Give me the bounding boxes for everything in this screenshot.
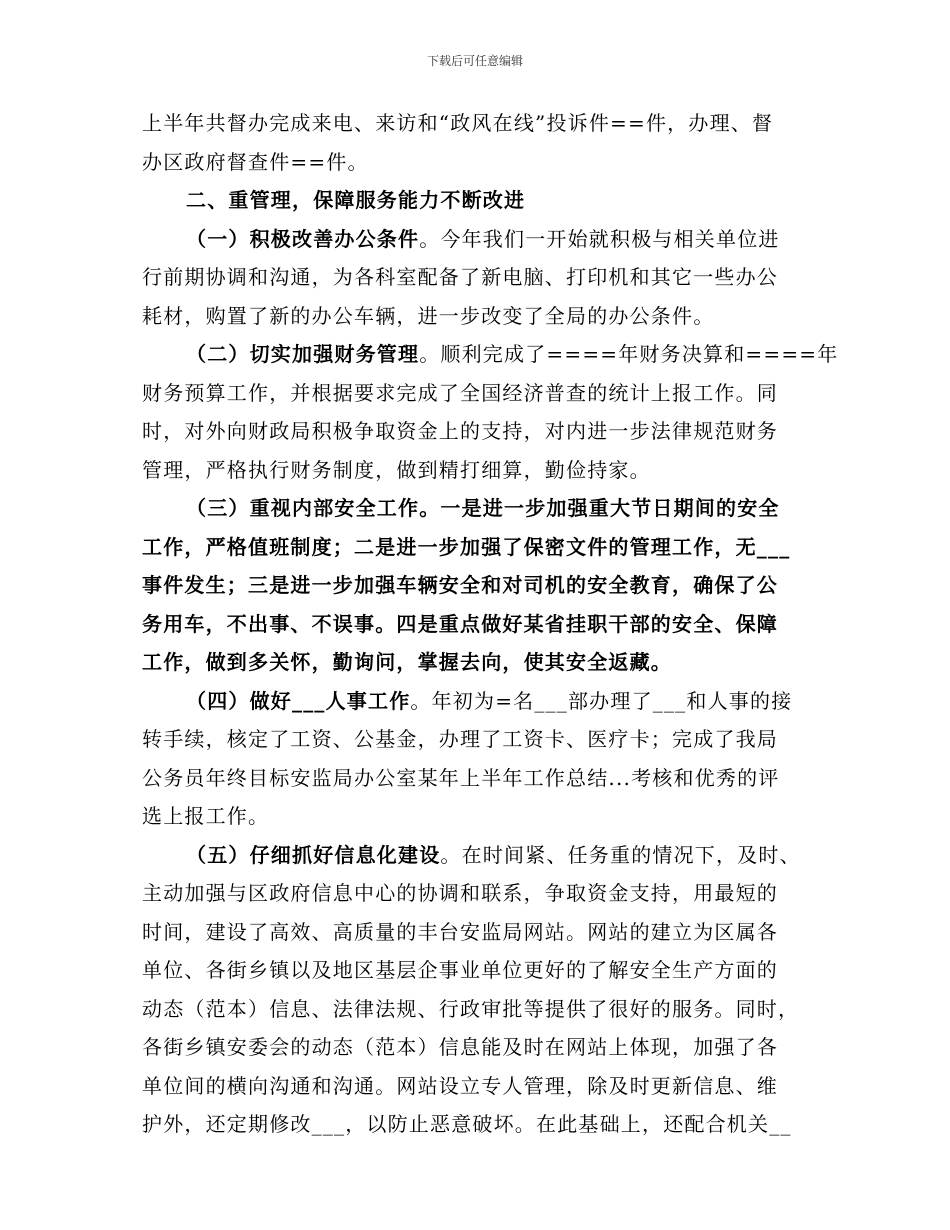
text-run: 。在时间紧、任务重的情况下，及时、	[440, 842, 801, 867]
text-line	[142, 913, 814, 952]
text-line	[142, 1105, 814, 1144]
text-line	[142, 104, 814, 143]
text-line	[142, 143, 814, 182]
text-line	[142, 605, 814, 644]
text-line	[142, 643, 814, 682]
text-run: 各街乡镇安委会的动态（范本）信息能及时在网站上体现，加强了各	[142, 1035, 778, 1059]
bold-text-run: 工作，做到多关怀，勤询问，掌握去向，使其安全返藏。	[142, 650, 672, 674]
text-line	[142, 335, 839, 374]
bold-text-run: （五）仔细抓好信息化建设	[186, 842, 441, 867]
text-line	[142, 682, 814, 721]
text-run: 单位间的横向沟通和沟通。网站设立专人管理，除及时更新信息、维	[142, 1073, 778, 1098]
text-run: 单位、各街乡镇以及地区基层企事业单位更好的了解安全生产方面的	[142, 958, 778, 982]
text-run: 财务预算工作，并根据要求完成了全国经济普查的统计上报工作。同	[142, 380, 778, 405]
text-run: 动态（范本）信息、法律法规、行政审批等提供了很好的服务。同时，	[142, 996, 800, 1021]
bold-text-run: （一）积极改善办公条件	[186, 226, 420, 251]
text-line	[142, 797, 814, 836]
text-run: 护外，还定期修改___，以防止恶意破坏。在此基础上，还配合机关__	[142, 1112, 792, 1136]
text-run: 。顺利完成了====年财务决算和====年	[419, 342, 839, 366]
bold-text-run: （二）切实加强财务管理	[186, 342, 420, 366]
text-line	[142, 720, 814, 759]
text-run: 主动加强与区政府信息中心的协调和联系，争取资金支持，用最短的	[142, 881, 778, 905]
text-line	[142, 759, 814, 798]
bold-text-run: 二、重管理，保障服务能力不断改进	[186, 188, 526, 212]
text-run: 行前期协调和沟通，为各科室配备了新电脑、打印机和其它一些办公	[142, 265, 778, 289]
text-line	[142, 1028, 814, 1067]
text-run: 时间，建设了高效、高质量的丰台安监局网站。网站的建立为区属各	[142, 919, 778, 944]
text-run: 转手续，核定了工资、公基金，办理了工资卡、医疗卡；完成了我局	[142, 727, 778, 751]
text-line	[142, 951, 814, 990]
text-run: 耗材，购置了新的办公车辆，进一步改变了全局的办公条件。	[142, 303, 715, 328]
text-line	[142, 1067, 814, 1106]
text-line	[142, 489, 814, 528]
text-line	[142, 566, 814, 605]
text-run: 公务员年终目标安监局办公室某年上半年工作总结...考核和优秀的评	[142, 765, 780, 790]
document-body	[142, 104, 839, 1144]
text-line	[142, 181, 814, 220]
text-line	[142, 412, 814, 451]
bold-text-run: （三）重视内部安全工作。一是进一步加强重大节日期间的安全	[186, 496, 780, 520]
text-line	[142, 836, 814, 875]
text-line	[142, 258, 814, 297]
bold-text-run: 事件发生；三是进一步加强车辆安全和对司机的安全教育，确保了公	[142, 573, 778, 597]
page-header: 下载后可任意编辑	[426, 54, 523, 68]
text-run: 管理，严格执行财务制度，做到精打细算，勤俭持家。	[142, 457, 651, 482]
text-line	[142, 451, 814, 490]
text-line	[142, 874, 814, 913]
text-run: 。今年我们一开始就积极与相关单位进	[419, 226, 780, 251]
text-run: 时，对外向财政局积极争取资金上的支持，对内进一步法律规范财务	[142, 419, 778, 443]
bold-text-run: 务用车，不出事、不误事。四是重点做好某省挂职干部的安全、保障	[142, 611, 778, 636]
bold-text-run: 工作，严格值班制度；二是进一步加强了保密文件的管理工作，无___	[142, 534, 791, 559]
text-line	[142, 528, 814, 567]
text-line	[142, 220, 814, 259]
text-line	[142, 990, 814, 1029]
text-run: 办区政府督查件==件。	[142, 149, 369, 174]
text-run: 上半年共督办完成来电、来访和“政风在线”投诉件==件，办理、督	[142, 111, 774, 135]
text-run: 。年初为=名___部办理了___和人事的接	[410, 688, 793, 713]
text-line	[142, 374, 814, 413]
bold-text-run: （四）做好___人事工作	[186, 688, 411, 713]
text-run: 选上报工作。	[142, 804, 270, 828]
text-line	[142, 297, 814, 336]
